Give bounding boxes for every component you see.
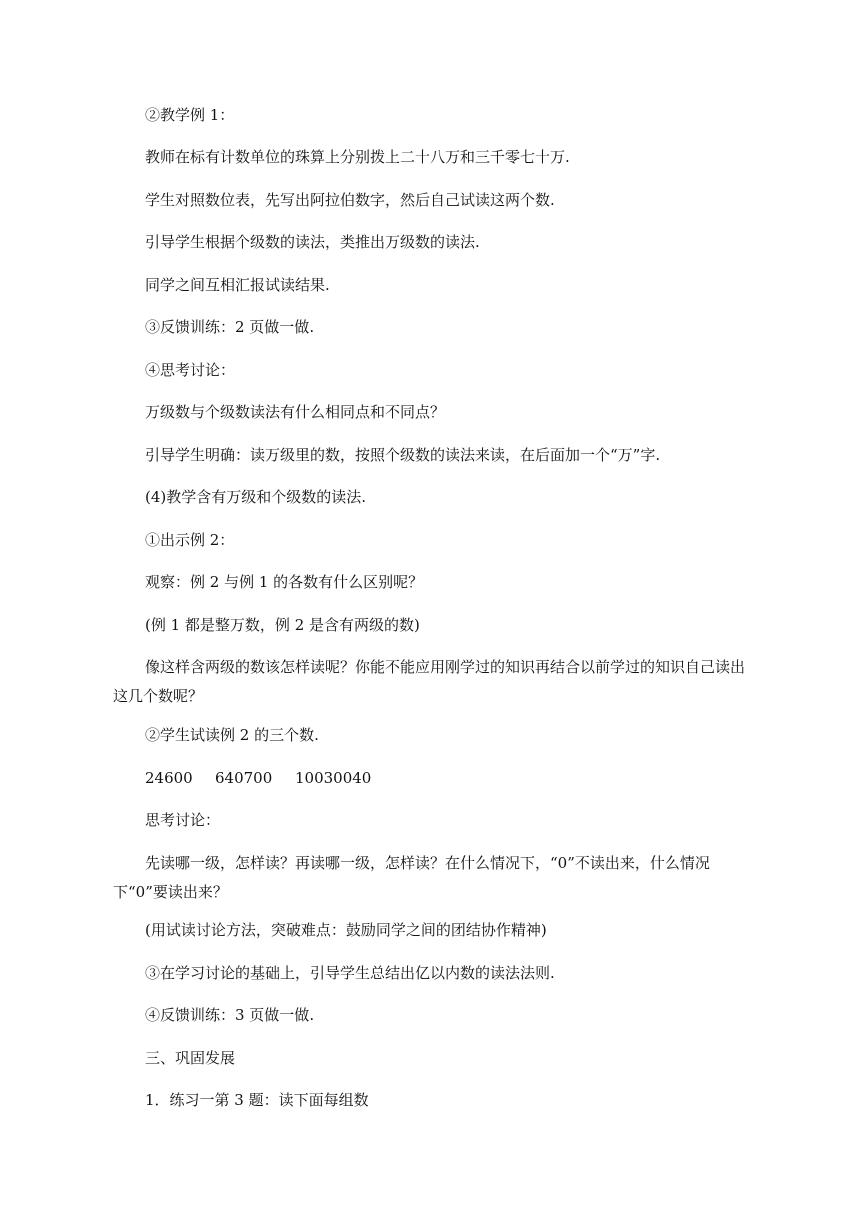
- paragraph-discussion-heading-2: 思考讨论：: [145, 811, 221, 829]
- paragraph-section-4: (4)教学含有万级和个级数的读法.: [145, 488, 367, 506]
- paragraph-feedback-2: ④反馈训练：3 页做一做.: [145, 1006, 315, 1024]
- paragraph-note-difference: (例 1 都是整万数，例 2 是含有两级的数): [145, 616, 420, 634]
- paragraph-example-1-heading: ②教学例 1：: [145, 106, 235, 124]
- paragraph-abacus-demo: 教师在标有计数单位的珠算上分别拨上二十八万和三千零七十万.: [145, 148, 570, 166]
- example-number: 10030040: [295, 769, 372, 787]
- paragraph-how-to-read: 像这样含两级的数该怎样读呢？你能不能应用刚学过的知识再结合以前学过的知识自己读出这几个数呢？: [113, 658, 746, 705]
- paragraph-observe: 观察：例 2 与例 1 的各数有什么区别呢？: [145, 573, 424, 591]
- paragraph-guide-reading: 引导学生根据个级数的读法，类推出万级数的读法.: [145, 233, 480, 251]
- paragraph-reading-questions: 先读哪一级，怎样读？再读哪一级，怎样读？在什么情况下，“0”不读出来，什么情况下“0”要读出来？: [113, 854, 710, 901]
- example-number: 24600: [145, 769, 193, 787]
- paragraph-try-reading: ②学生试读例 2 的三个数.: [145, 726, 319, 744]
- paragraph-discussion-heading: ④思考讨论：: [145, 361, 236, 379]
- paragraph-method-note: (用试读讨论方法，突破难点：鼓励同学之间的团结协作精神): [145, 921, 547, 939]
- paragraph-place-value-table: 学生对照数位表，先写出阿拉伯数字，然后自己试读这两个数.: [145, 191, 555, 209]
- example-numbers-row: [113, 764, 749, 793]
- paragraph-guide-conclusion: 引导学生明确：读万级里的数，按照个级数的读法来读，在后面加一个“万”字.: [145, 446, 661, 464]
- example-number: 640700: [215, 769, 273, 787]
- paragraph-exercise-1: 1．练习一第 3 题：读下面每组数: [145, 1091, 369, 1109]
- section-heading-consolidate: 三、巩固发展: [145, 1049, 236, 1067]
- paragraph-peer-report: 同学之间互相汇报试读结果.: [145, 276, 330, 294]
- paragraph-summary-rule: ③在学习讨论的基础上，引导学生总结出亿以内数的读法法则.: [145, 964, 555, 982]
- paragraph-example-2-heading: ①出示例 2：: [145, 531, 235, 549]
- paragraph-question-compare: 万级数与个级数读法有什么相同点和不同点？: [145, 403, 446, 421]
- paragraph-feedback-1: ③反馈训练：2 页做一做.: [145, 318, 315, 336]
